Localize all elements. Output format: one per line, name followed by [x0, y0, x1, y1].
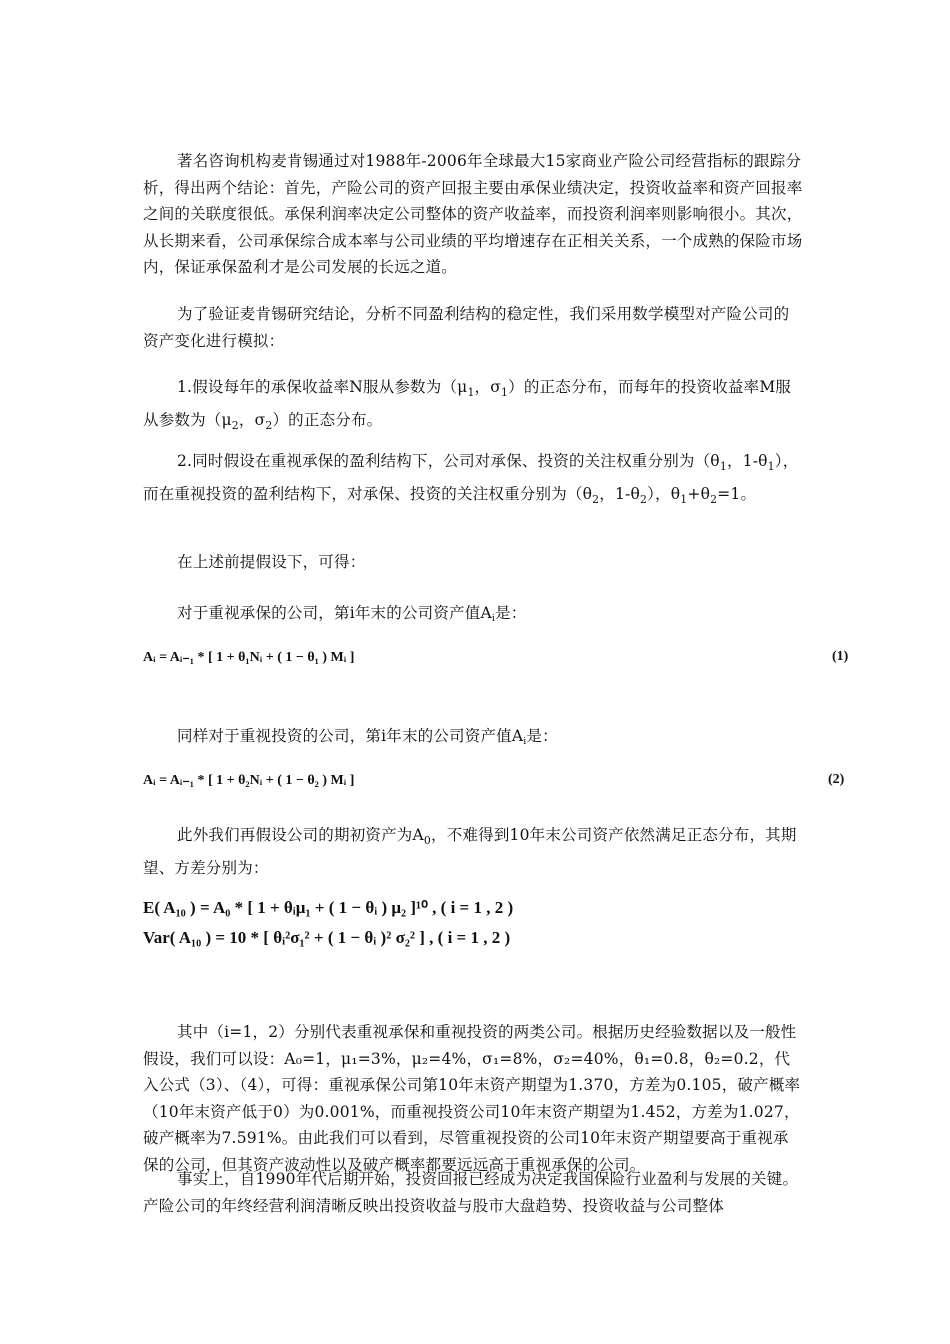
paragraph-underwriting-company: 对于重视承保的公司，第i年末的公司资产值Ai是： — [177, 604, 527, 624]
paragraph-assumption-2: 2.同时假设在重视承保的盈利结构下，公司对承保、投资的关注权重分别为（$\theta_1$，$1-\theta_1$），而在重视投资的盈利结构下，对承保、投资的关注权重分别为（$\theta_2$，$1-\theta_2$），$\theta_1+\theta_2=1$。 — [143, 452, 799, 506]
paragraph-assumption-1: 1.假设每年的承保收益率N服从参数为（$\mu_1$，$\sigma_1$）的正态分布，而每年的投资收益率M服从参数为（$\mu_2$，$\sigma_2$）的正态分布。 — [143, 378, 792, 432]
paragraph-model-intro: 为了验证麦肯锡研究结论，分析不同盈利结构的稳定性，我们采用数学模型对产险公司的资产变化进行模拟： — [143, 305, 790, 350]
equation-3-expectation: E( A₁₀ ) = A₀ * [ 1 + θᵢμ₁ + ( 1 − θᵢ ) μ₂ ]¹⁰ , ( i = 1 , 2 ) — [143, 898, 514, 917]
paragraph-investment-company: 同样对于重视投资的公司，第i年末的公司资产值Ai是： — [177, 727, 558, 747]
paragraph-mckinsey-findings: 著名咨询机构麦肯锡通过对1988年-2006年全球最大15家商业产险公司经营指标的跟踪分析，得出两个结论：首先，产险公司的资产回报主要由承保业绩决定，投资收益率和资产回报率之间的关联度很低。承保利润率决定公司整体的资产收益率，而投资利润率则影响很小。其次，从长期来看，公司承保综合成本率与公司业绩的平均增速存在正相关关系，一个成熟的保险市场内，保证承保盈利才是公司发展的长远之道。 — [143, 152, 803, 276]
paragraph-premise: 在上述前提假设下，可得： — [177, 553, 366, 571]
equation-4-variance: Var( A₁₀ ) = 10 * [ θᵢ²σ₁² + ( 1 − θᵢ )² σ₂² ] , ( i = 1 , 2 ) — [143, 928, 511, 947]
paragraph-initial-assets: 此外我们再假设公司的期初资产为$A_0$，不难得到10年末公司资产依然满足正态分布，其期望、方差分别为： — [143, 826, 797, 877]
equation-2: Aᵢ = Aᵢ₋₁ * [ 1 + θ₂Nᵢ + ( 1 − θ₂ ) Mᵢ ] — [143, 773, 355, 788]
paragraph-simulation-results: 其中（i=1，2）分别代表重视承保和重视投资的两类公司。根据历史经验数据以及一般性假设，我们可以设：A₀=1，μ₁=3%，μ₂=4%，σ₁=8%，σ₂=40%，θ₁=0.8，θ₂=0.2，代入公式（3）、（4），可得：重视承保公司第10年末资产期望为1.370，方差为0.105，破产概率（10年末资产低于0）为0.001%，而重视投资公司10年末资产期望为1.452，方差为1.027，破产概率为7.591%。由此我们可以看到，尽管重视投资的公司10年末资产期望要高于重视承保的公司，但其资产波动性以及破产概率都要远远高于重视承保的公司。 — [143, 1023, 801, 1174]
equation-1-number: (1) — [832, 649, 849, 664]
equation-2-number: (2) — [828, 772, 845, 787]
equation-1: Aᵢ = Aᵢ₋₁ * [ 1 + θ₁Nᵢ + ( 1 − θ₁ ) Mᵢ ] — [143, 650, 355, 665]
paragraph-investment-returns: 事实上，自1990年代后期开始，投资回报已经成为决定我国保险行业盈利与发展的关键。产险公司的年终经营利润清晰反映出投资收益与股市大盘趋势、投资收益与公司整体 — [143, 1170, 799, 1215]
